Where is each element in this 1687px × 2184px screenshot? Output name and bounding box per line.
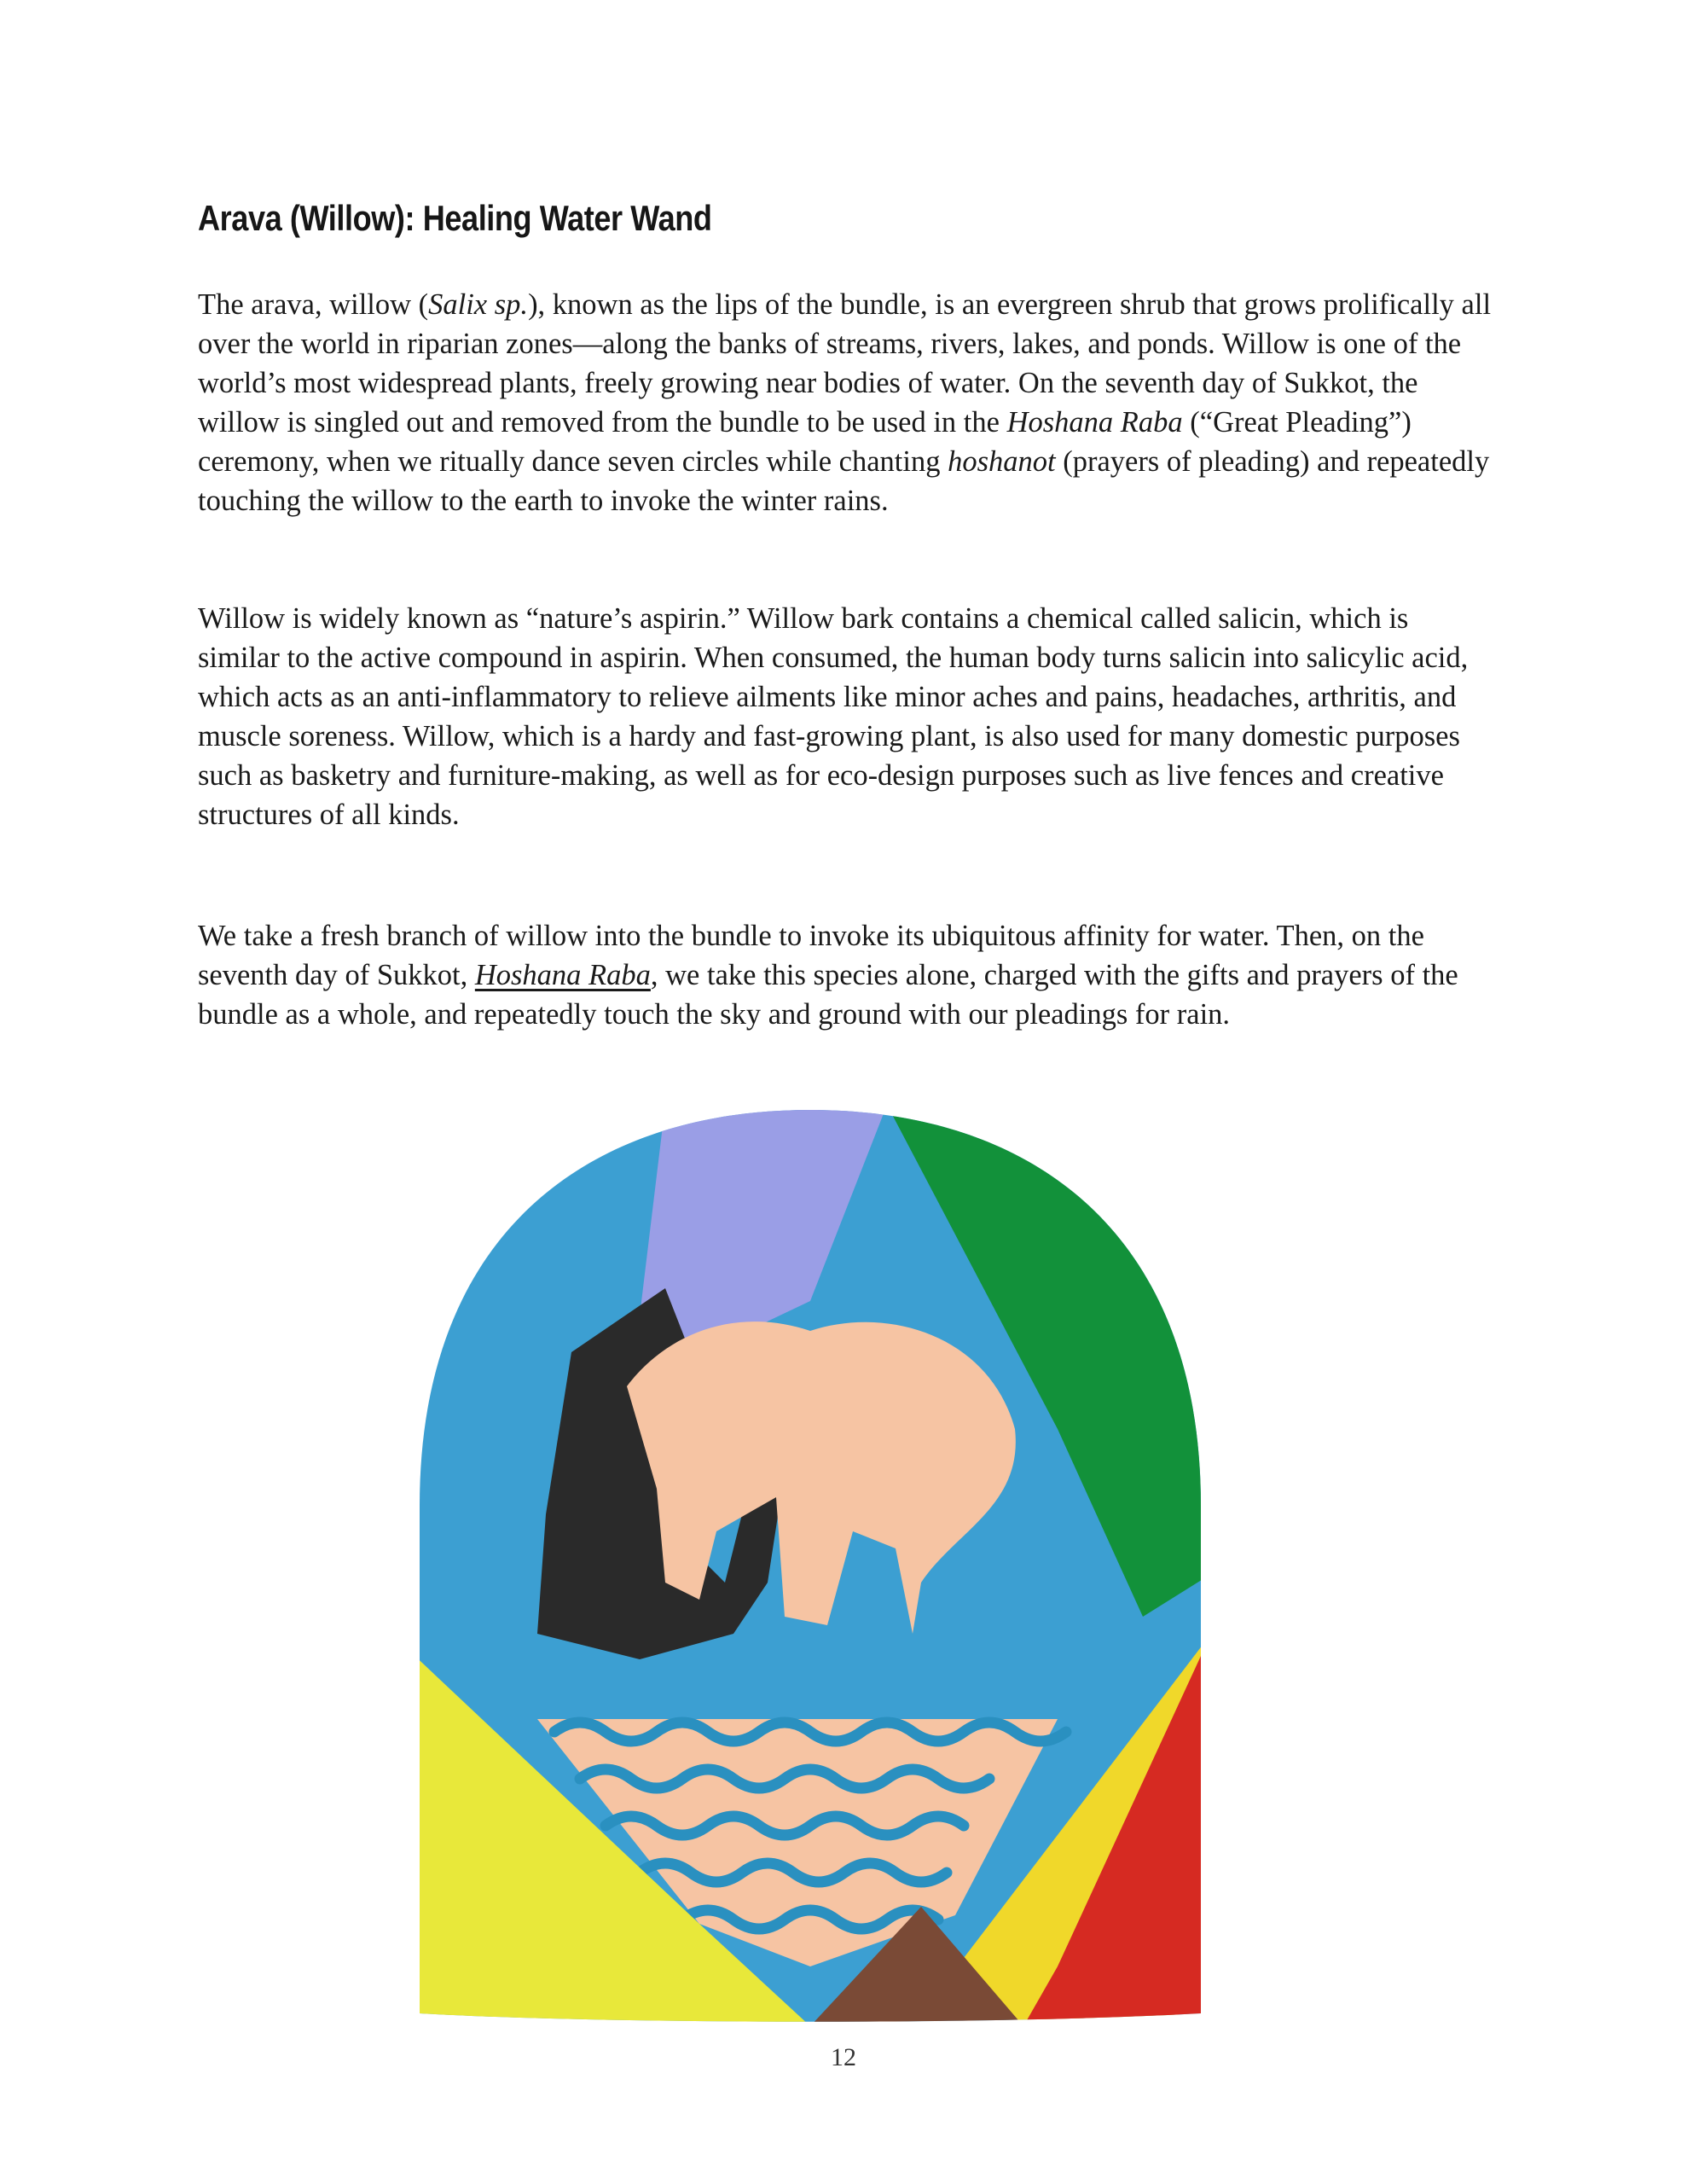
paragraph-3 — [198, 916, 1494, 1034]
paragraph-1-text: The arava, willow ( — [198, 288, 429, 321]
latin-name: Salix sp. — [428, 288, 529, 321]
hoshana-raba-link[interactable] — [475, 959, 651, 991]
paragraph-1-text: ), known as the lips of the bundle, is an evergreen shrub that grows prolifically all over the world in riparian zones—along the banks of streams, rivers, lakes, and ponds. Willow is one of the world’s most widespread plants, freely growing near bodies of water. On the seventh day of Sukkot, the willow is singled out and removed from the bundle to be used in the — [198, 288, 1492, 439]
paragraph-1 — [198, 285, 1494, 520]
paragraph-3-text: , we take this species alone, charged with the gifts and prayers of the bundle as a whole, and repeatedly touch the sky and ground with our pleadings for rain. — [198, 959, 1458, 1031]
section-heading: Arava (Willow): Healing Water Wand — [198, 198, 712, 238]
paragraph-3-text: We take a fresh branch of willow into the bundle to invoke its ubiquitous affinity for water. Then, on the seventh day of Sukkot, — [198, 920, 1424, 991]
paragraph-2: Willow is widely known as “nature’s aspirin.” Willow bark contains a chemical called salicin, which is similar to the active compound in aspirin. When consumed, the human body turns salicin into salicylic acid, which acts as an anti-inflammatory to relieve ailments like minor aches and pains, headaches, arthritis, and muscle soreness. Willow, which is a hardy and fast-growing plant, is also used for many domestic purposes such as basketry and furniture-making, as well as for eco-design purposes such as live fences and creative structures of all kinds. — [198, 602, 1469, 831]
hoshana-raba-link-text: Hoshana Raba — [474, 959, 651, 991]
paragraph-1-text: (prayers of pleading) and repeatedly touching the willow to the earth to invoke the winter rains. — [198, 445, 1490, 517]
willow-illustration — [409, 1105, 1211, 2026]
paragraph-1-text: (“Great Pleading”) ceremony, when we ritually dance seven circles while chanting — [198, 406, 1412, 478]
page-number: 12 — [831, 2043, 856, 2071]
term-hoshanot: hoshanot — [948, 445, 1056, 478]
term-hoshana-raba: Hoshana Raba — [1006, 406, 1183, 439]
